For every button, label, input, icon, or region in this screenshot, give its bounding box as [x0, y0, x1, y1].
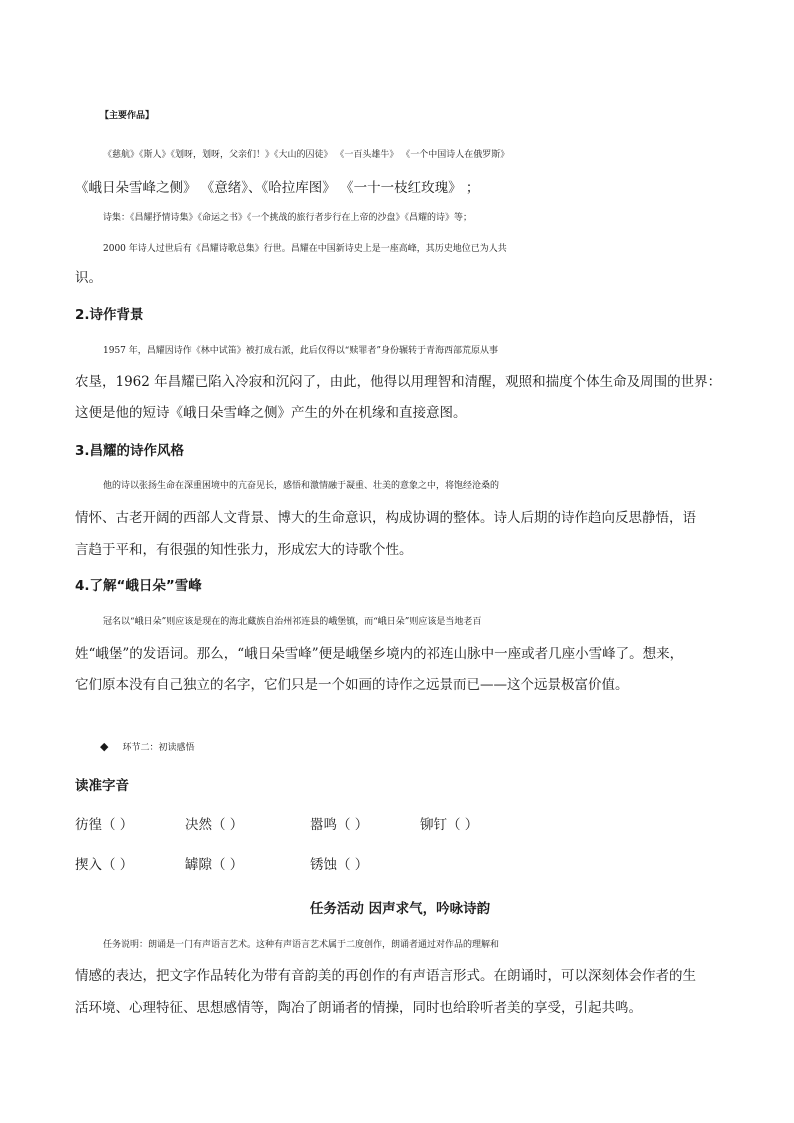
works-line-4: 2000 年诗人过世后有《昌耀诗歌总集》行世。昌耀在中国新诗史上是一座高峰，其历史地位已为人共 [103, 244, 507, 254]
pron-item: 决然（ ） [185, 817, 244, 833]
background-line-3: 这便是他的短诗《峨日朵雪峰之侧》产生的外在机缘和直接意图。 [75, 405, 467, 421]
pron-item: 铆钉（ ） [420, 817, 479, 833]
task-line-3: 活环境、心理特征、思想感情等，陶冶了朗诵者的情操，同时也给聆听者美的享受，引起共鸣。 [75, 1000, 642, 1016]
peak-heading: 4.了解“峨日朵”雪峰 [75, 578, 202, 594]
section2-title-row [100, 737, 750, 758]
pronunciation-row-2 [75, 855, 368, 875]
pron-item: 锈蚀（ ） [310, 857, 369, 873]
task-line-2: 情感的表达，把文字作品转化为带有音韵美的再创作的有声语言形式。在朗诵时，可以深刻体会作者的生 [75, 968, 696, 984]
pronunciation-row-1 [75, 815, 478, 835]
task-line-1: 任务说明：朗诵是一门有声语言艺术。这种有声语言艺术属于二度创作，朗诵者通过对作品的理解和 [103, 940, 500, 950]
pronunciation-heading: 读准字音 [75, 778, 129, 794]
style-heading: 3.昌耀的诗作风格 [75, 443, 185, 459]
section2-title: 环节二：初读感悟 [122, 743, 195, 753]
works-line-5: 识。 [75, 270, 102, 286]
peak-line-3: 它们原本没有自己独立的名字，它们只是一个如画的诗作之远景而已——这个远景极富价值。 [75, 677, 629, 693]
works-line-2: 《峨日朵雪峰之侧》 《意绪》、《哈拉库图》 《一十一枝红玫瑰》 ； [75, 180, 480, 196]
diamond-bullet-icon: ◆ [100, 740, 109, 753]
works-line-1: 《慈航》《斯人》《划呀，划呀，父亲们！》《大山的囚徒》 《一百头雄牛》 《一个中国诗人在俄罗斯》 [103, 150, 510, 160]
pron-item: 彷徨（ ） [75, 817, 134, 833]
pron-item: 嚣鸣（ ） [310, 817, 369, 833]
works-line-3: 诗集：《昌耀抒情诗集》《命运之书》《一个挑战的旅行者步行在上帝的沙盘》《昌耀的诗》等； [103, 213, 473, 223]
works-heading: 【主要作品】 [100, 111, 155, 121]
background-heading: 2.诗作背景 [75, 307, 144, 323]
background-line-2: 农垦，1962 年昌耀已陷入冷寂和沉闷了，由此，他得以用理智和清醒，观照和揣度个体生命及周围的世界： [75, 374, 722, 390]
peak-line-2: 姓“峨堡”的发语词。那么，“峨日朵雪峰”便是峨堡乡境内的祁连山脉中一座或者几座小雪峰了。想来， [75, 646, 684, 662]
style-line-1: 他的诗以张扬生命在深重困境中的亢奋见长，感悟和激情融于凝重、壮美的意象之中，将饱经沧桑的 [103, 481, 500, 491]
peak-line-1: 冠名以“峨日朵”则应该是现在的海北藏族自治州祁连县的峨堡镇，而“峨日朵”则应该是当地老百 [103, 617, 482, 627]
pron-item: 罅隙（ ） [185, 857, 244, 873]
style-line-2: 情怀、古老开阔的西部人文背景、博大的生命意识，构成协调的整体。诗人后期的诗作趋向反思静悟，语 [75, 510, 696, 526]
pron-item: 揳入（ ） [75, 857, 134, 873]
task-title: 任务活动 因声求气，吟咏诗韵 [309, 901, 491, 917]
style-line-3: 言趋于平和，有很强的知性张力，形成宏大的诗歌个性。 [75, 542, 413, 558]
background-line-1: 1957 年，昌耀因诗作《林中试笛》被打成右派，此后仅得以“赎罪者”身份辗转于青海西部荒原从事 [103, 346, 498, 356]
